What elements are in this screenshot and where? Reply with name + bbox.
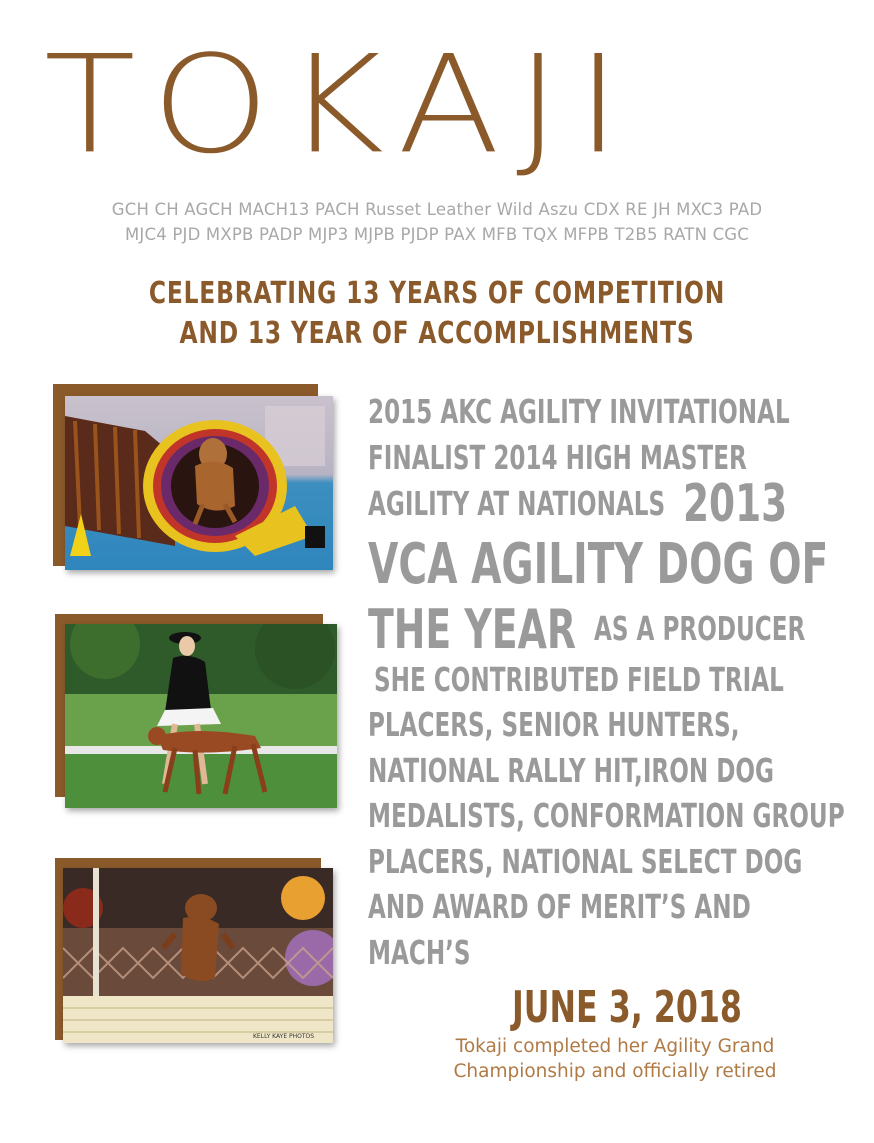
headline-line-1: CELEBRATING 13 YEARS OF COMPETITION xyxy=(148,276,726,311)
accomplishment-highlight: VCA AGILITY DOG OF xyxy=(368,532,829,597)
accomplishment-line: SHE CONTRIBUTED FIELD TRIAL xyxy=(374,660,784,699)
accomplishment-line: AND AWARD OF MERIT’S AND xyxy=(368,887,751,926)
titles-line-1: GCH CH AGCH MACH13 PACH Russet Leather Wild Aszu CDX RE JH MXC3 PAD xyxy=(111,200,763,219)
conformation-ring-photo xyxy=(65,624,337,808)
accomplishment-highlight: THE YEAR xyxy=(368,598,576,661)
retirement-note-line-1: Tokaji completed her Agility Grand xyxy=(455,1036,775,1057)
retirement-note-line-2: Championship and officially retired xyxy=(453,1061,777,1082)
accomplishment-line: NATIONAL RALLY HIT,IRON DOG xyxy=(368,751,774,790)
headline-line-2: AND 13 YEAR OF ACCOMPLISHMENTS xyxy=(179,316,695,351)
accomplishment-line: 2015 AKC AGILITY INVITATIONAL xyxy=(368,392,790,431)
accomplishment-year: 2013 xyxy=(683,474,788,534)
titles-line-2: MJC4 PJD MXPB PADP MJP3 MJPB PJDP PAX MFB TQX MFPB T2B5 RATN CGC xyxy=(124,225,749,244)
photo-frame-2 xyxy=(55,614,340,814)
jump-photo xyxy=(63,868,333,1043)
accomplishment-line: PLACERS, SENIOR HUNTERS, xyxy=(368,705,740,744)
photo-watermark: KELLY KAYE PHOTOS xyxy=(253,1033,315,1040)
agility-tunnel-photo xyxy=(65,396,333,570)
retirement-date: JUNE 3, 2018 xyxy=(512,982,742,1033)
page-title: TOKAJI xyxy=(44,27,637,184)
accomplishment-line: AS A PRODUCER xyxy=(594,609,806,648)
accomplishment-line: MACH’S xyxy=(368,933,471,972)
accomplishment-line: PLACERS, NATIONAL SELECT DOG xyxy=(368,842,803,881)
accomplishment-line: MEDALISTS, CONFORMATION GROUP xyxy=(368,796,845,835)
photo-frame-1 xyxy=(53,384,338,574)
accomplishment-line: FINALIST 2014 HIGH MASTER xyxy=(368,438,747,477)
photo-frame-3 xyxy=(55,858,340,1050)
accomplishment-line: AGILITY AT NATIONALS xyxy=(368,484,666,523)
